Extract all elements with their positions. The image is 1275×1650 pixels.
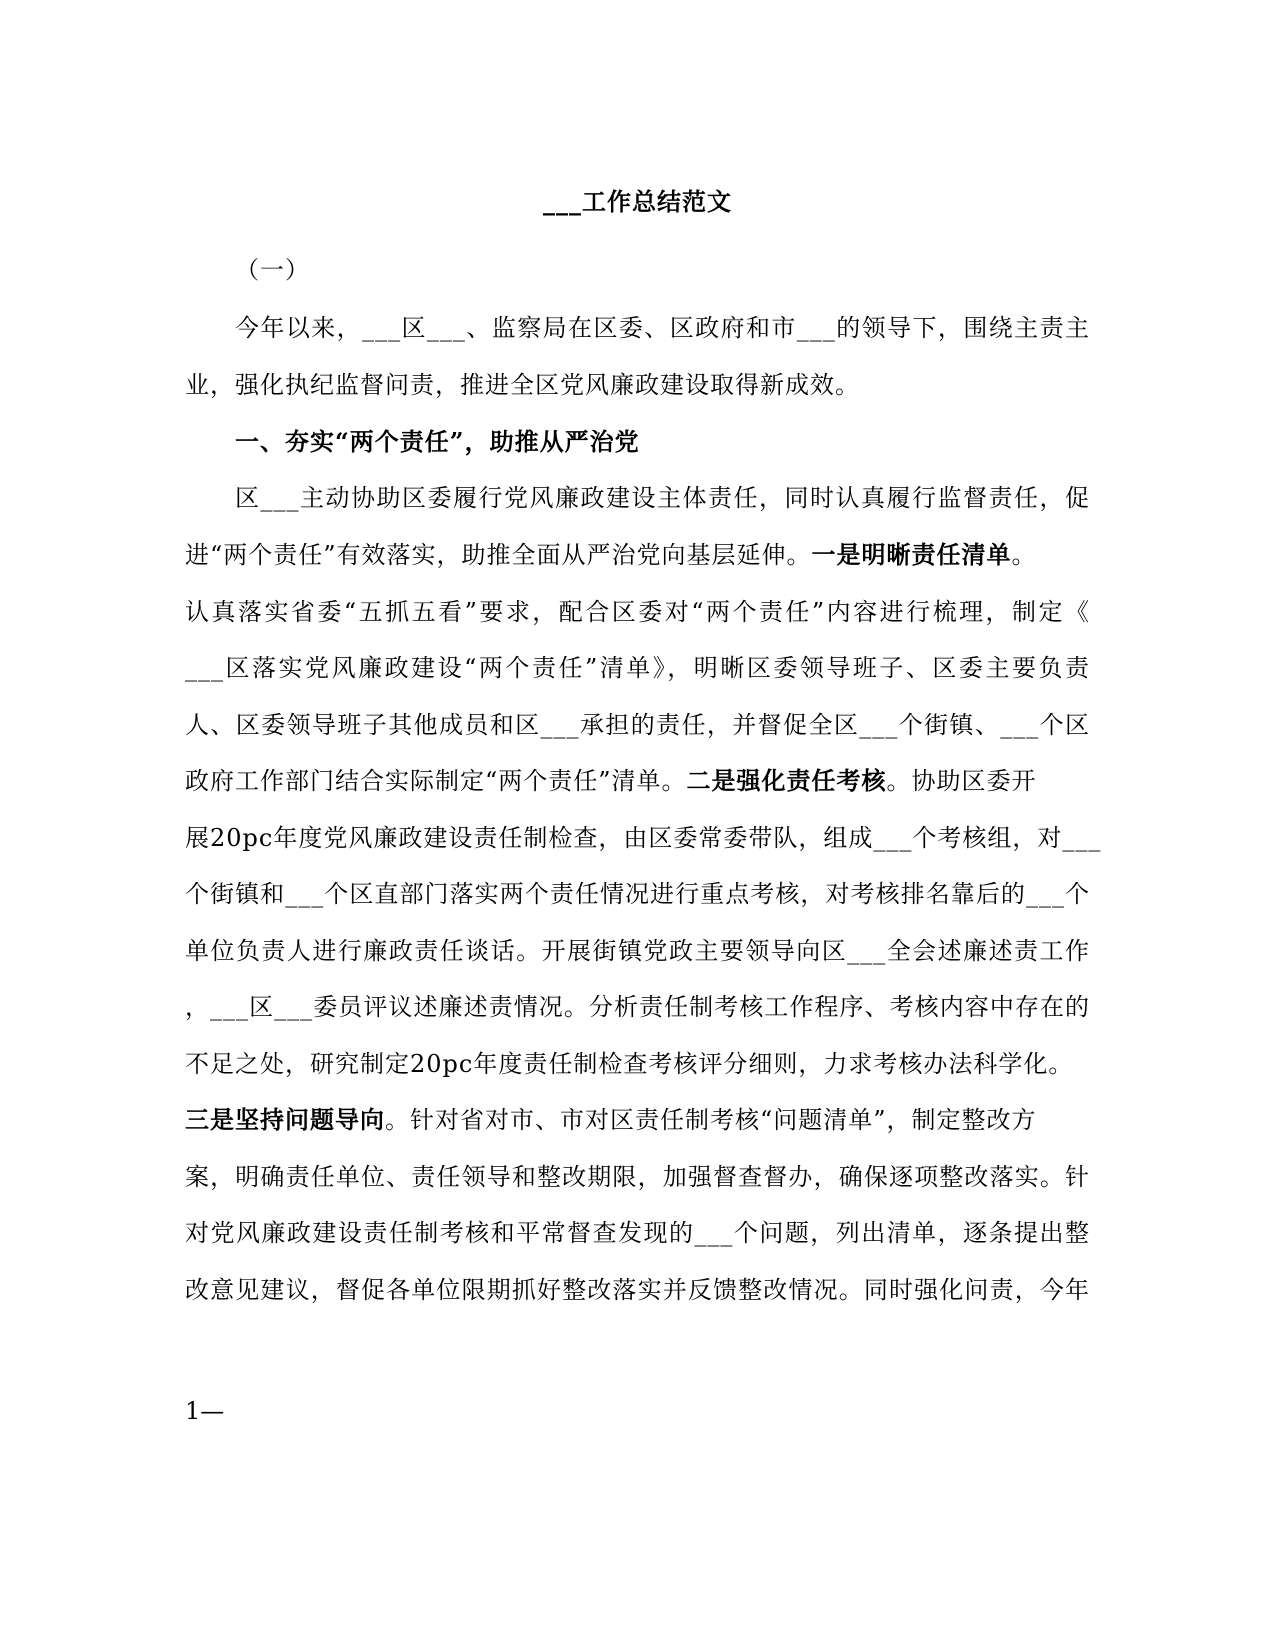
emphasis-text: 一是明晰责任清单 [811,540,1012,569]
paragraph-text: 。 [1011,541,1037,569]
page-number: 1— [185,1397,225,1425]
paragraph-line: 不足之处，研究制定20pc年度责任制检查考核评分细则，力求考核办法科学化。 [185,1050,1074,1078]
paragraph-line: 人、区委领导班子其他成员和区___承担的责任，并督促全区___个街镇、___个区 [185,711,1090,739]
paragraph-line [185,1105,1090,1135]
paragraph-line: 改意见建议，督促各单位限期抓好整改落实并反馈整改情况。同时强化问责，今年 [185,1276,1090,1304]
paragraph-line: ，___区___委员评议述廉述责情况。分析责任制考核工作程序、考核内容中存在的 [185,993,1090,1021]
paragraph-line: ___区落实党风廉政建设“两个责任”清单》，明晰区委领导班子、区委主要负责 [185,654,1090,682]
emphasis-text: 二是强化责任考核 [686,766,887,795]
paragraph-text: 。协助区委开 [886,767,1037,795]
paragraph-line [185,540,1090,570]
paragraph-text: 进“两个责任”有效落实，助推全面从严治党向基层延伸。 [185,541,812,569]
paragraph-text: 政府工作部门结合实际制定“两个责任”清单。 [185,767,687,795]
paragraph-line: 展20pc年度党风廉政建设责任制检查，由区委常委带队，组成___个考核组，对___ [185,824,1102,852]
section-label: （一） [235,256,310,284]
emphasis-text: 三是坚持问题导向 [185,1105,385,1134]
paragraph-line: 单位负责人进行廉政责任谈话。开展街镇党政主要领导向区___全会述廉述责工作 [185,937,1090,965]
paragraph-line: 今年以来，___区___、监察局在区委、区政府和市___的领导下，围绕主责主 [235,314,1090,342]
document-title: ___工作总结范文 [543,187,732,216]
section-heading: 一、夯实“两个责任”，助推从严治党 [235,427,640,456]
paragraph-line: 认真落实省委“五抓五看”要求，配合区委对“两个责任”内容进行梳理，制定《 [185,598,1090,626]
paragraph-line: 个街镇和___个区直部门落实两个责任情况进行重点考核，对考核排名靠后的___个 [185,880,1090,908]
paragraph-line: 业，强化执纪监督问责，推进全区党风廉政建设取得新成效。 [185,371,860,399]
paragraph-text: 。针对省对市、市对区责任制考核“问题清单”，制定整改方 [385,1106,1037,1134]
paragraph-line [185,766,1090,796]
paragraph-line: 区___主动协助区委履行党风廉政建设主体责任，同时认真履行监督责任，促 [235,484,1090,512]
paragraph-line: 对党风廉政建设责任制考核和平常督查发现的___个问题，列出清单，逐条提出整 [185,1219,1090,1247]
paragraph-line: 案，明确责任单位、责任领导和整改期限，加强督查督办，确保逐项整改落实。针 [185,1163,1090,1191]
